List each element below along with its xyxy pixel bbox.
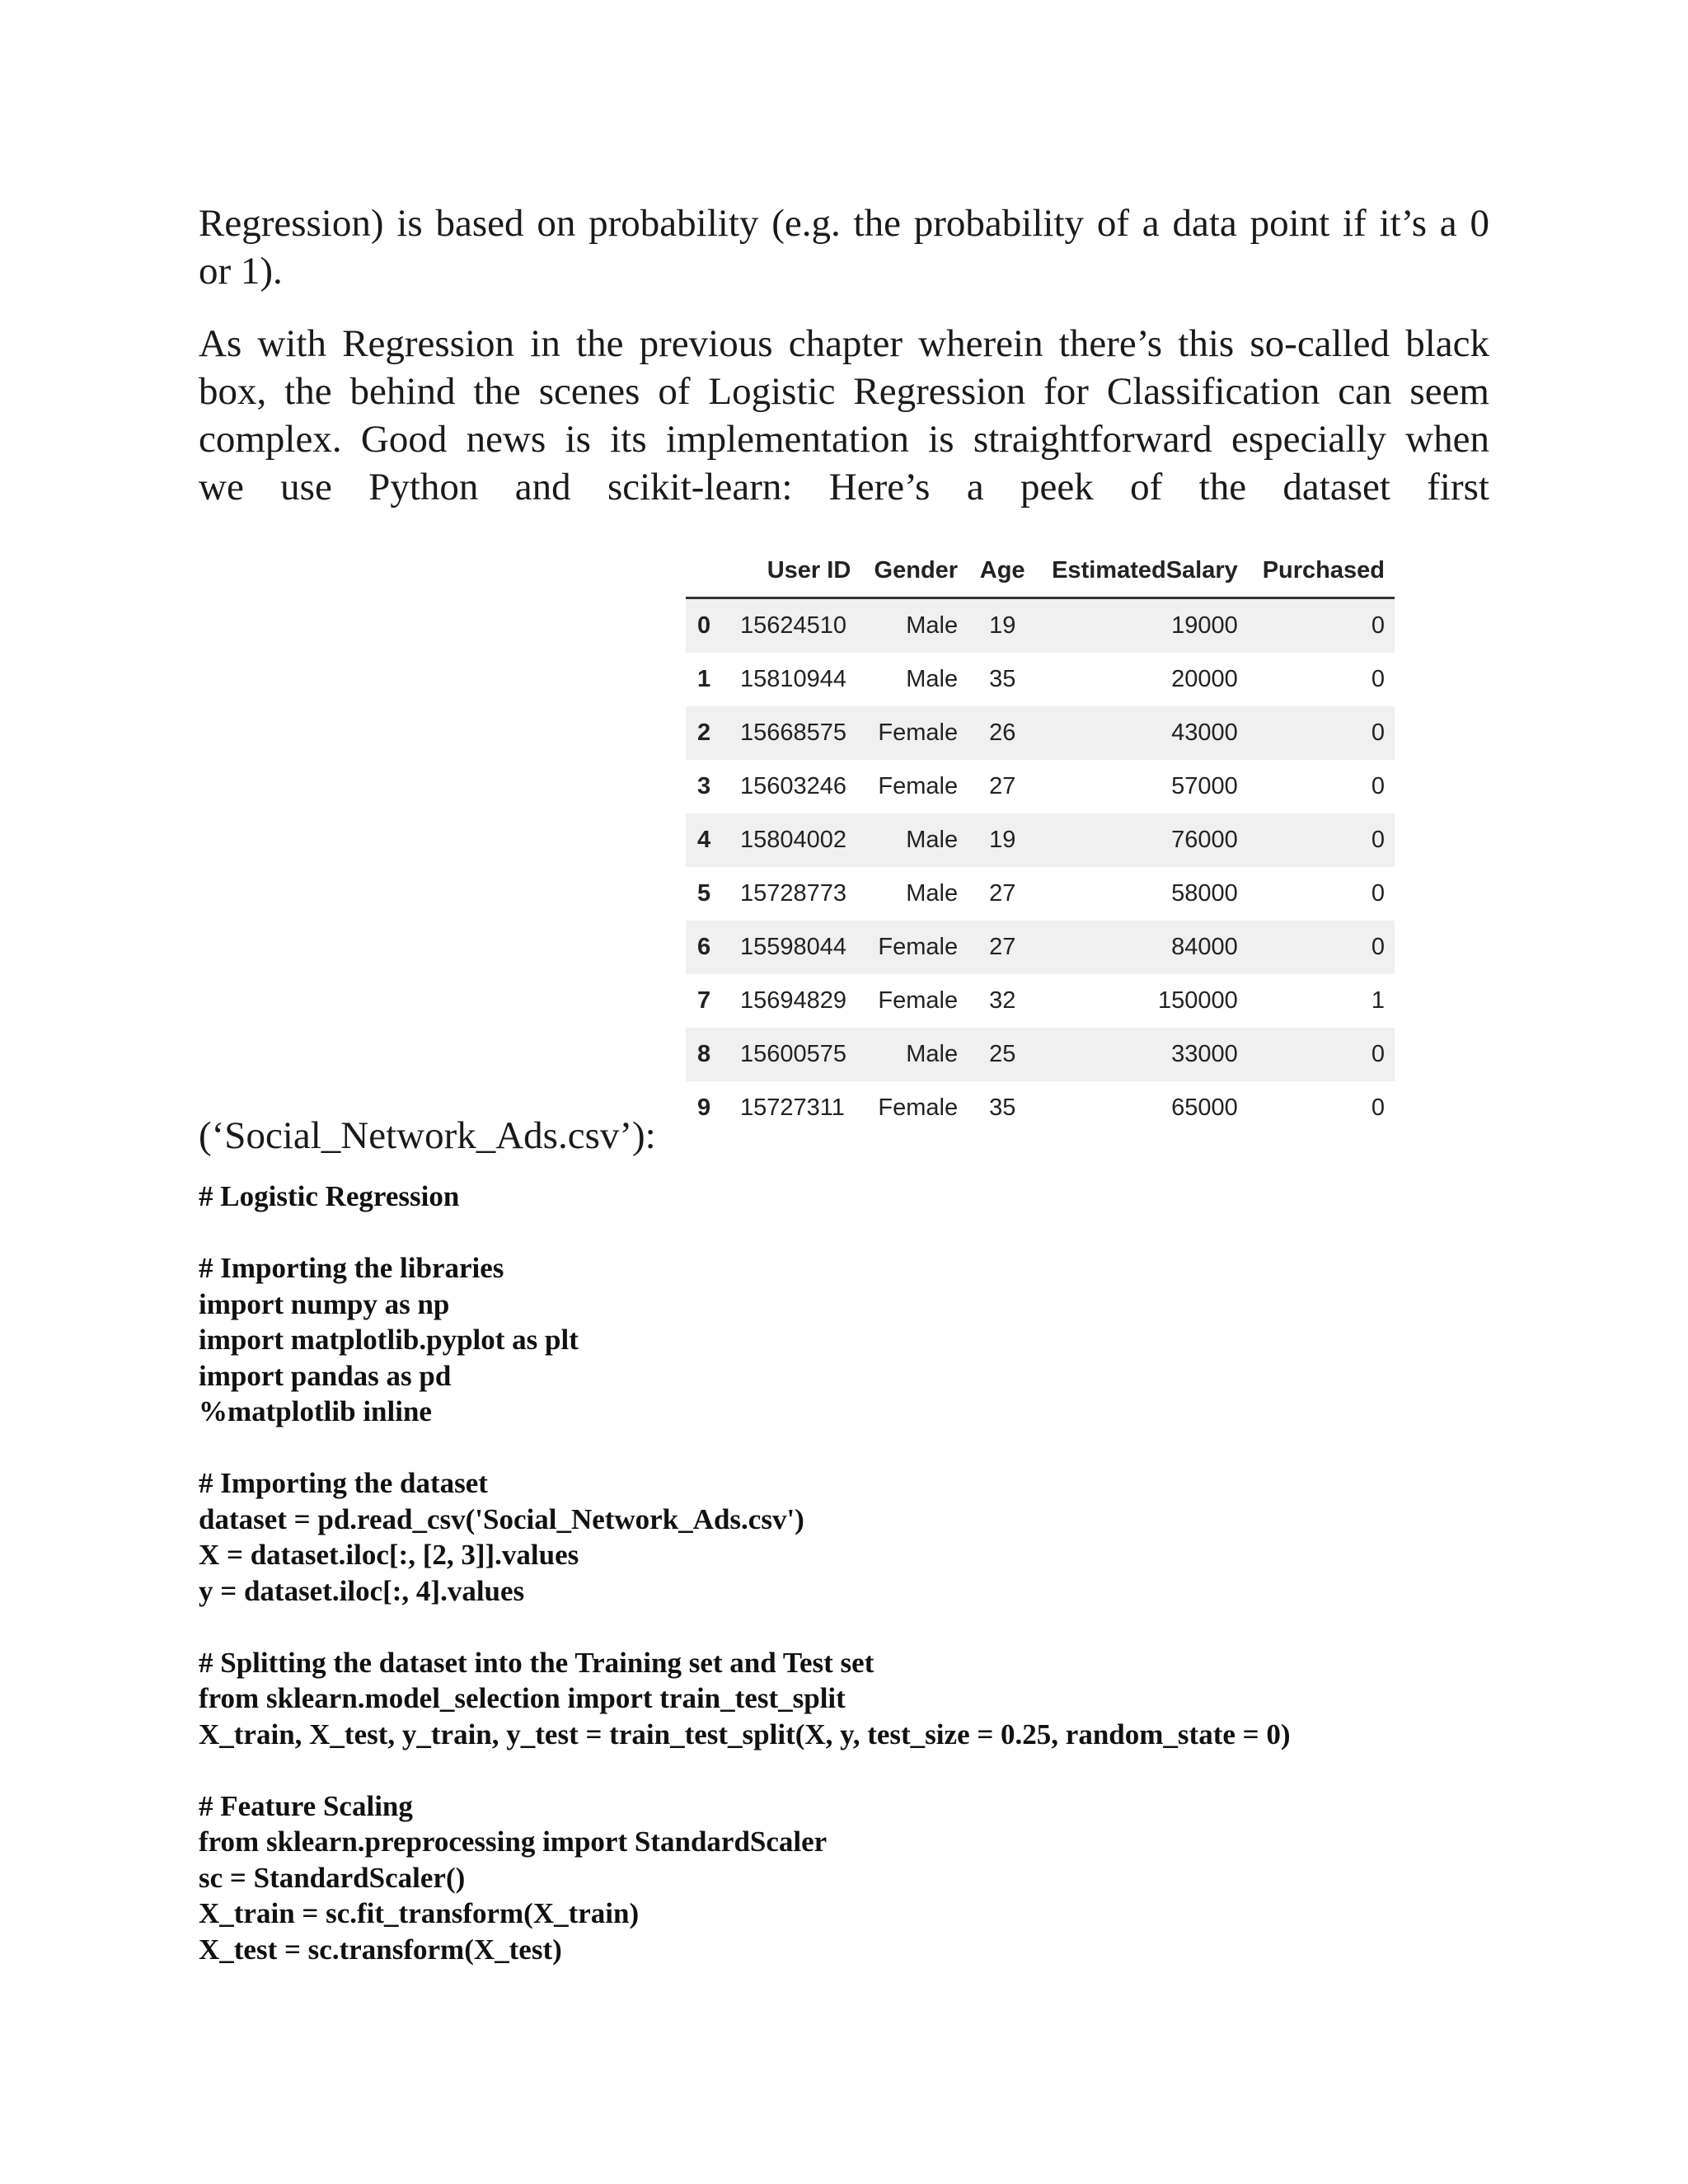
cell-index: 0 [697, 612, 711, 639]
cell-user-id: 15603246 [740, 773, 847, 799]
table-row [686, 1081, 1395, 1135]
paragraph-line: we use Python and scikit-learn: Here’s a peek of the dataset first [199, 466, 1489, 509]
code-line: X_test = sc.transform(X_test) [199, 1933, 562, 1966]
code-line: y = dataset.iloc[:, 4].values [199, 1574, 525, 1607]
cell-user-id: 15624510 [740, 612, 847, 639]
code-line: X_train, X_test, y_train, y_test = train_test_split(X, y, test_size = 0.25, random_state = 0) [199, 1718, 1291, 1750]
cell-purchased: 0 [1371, 773, 1385, 799]
table-row [686, 921, 1395, 974]
cell-user-id: 15804002 [740, 827, 847, 853]
cell-index: 8 [697, 1041, 711, 1067]
cell-gender: Male [906, 666, 959, 692]
cell-gender: Female [878, 719, 959, 746]
table-header-row [686, 544, 1395, 598]
table-row [686, 706, 1395, 760]
table-row [686, 653, 1395, 706]
cell-estimated-salary: 57000 [1171, 773, 1238, 799]
cell-gender: Female [878, 934, 959, 960]
cell-index: 4 [697, 827, 711, 853]
code-line: %matplotlib inline [199, 1395, 432, 1427]
cell-age: 27 [989, 934, 1016, 960]
cell-purchased: 0 [1371, 934, 1385, 960]
column-header-gender: Gender [860, 544, 968, 598]
paragraph-line: complex. Good news is its implementation is straightforward especially when [199, 418, 1489, 461]
cell-estimated-salary: 43000 [1171, 719, 1238, 746]
cell-estimated-salary: 58000 [1171, 880, 1238, 907]
code-line: import numpy as np [199, 1287, 450, 1320]
table-row [686, 760, 1395, 813]
cell-index: 5 [697, 880, 711, 907]
cell-purchased: 0 [1371, 1094, 1385, 1121]
table-row [686, 813, 1395, 867]
cell-purchased: 0 [1371, 719, 1385, 746]
table-row [686, 1028, 1395, 1081]
cell-purchased: 1 [1371, 987, 1385, 1014]
table-row [686, 974, 1395, 1028]
code-line: X = dataset.iloc[:, [2, 3]].values [199, 1539, 579, 1571]
cell-purchased: 0 [1371, 827, 1385, 853]
cell-age: 25 [989, 1041, 1016, 1067]
cell-estimated-salary: 150000 [1157, 987, 1238, 1014]
cell-estimated-salary: 19000 [1171, 612, 1238, 639]
dataset-preview-table [686, 544, 1395, 1135]
code-comment-line: # Importing the dataset [199, 1467, 488, 1499]
paragraph-line: box, the behind the scenes of Logistic Regression for Classification can seem [199, 370, 1489, 413]
cell-age: 27 [989, 880, 1016, 907]
cell-gender: Female [878, 987, 959, 1014]
cell-estimated-salary: 84000 [1171, 934, 1238, 960]
code-line: X_train = sc.fit_transform(X_train) [199, 1897, 640, 1929]
code-comment-line: # Importing the libraries [199, 1252, 504, 1284]
code-comment-line: # Splitting the dataset into the Training set and Test set [199, 1646, 874, 1679]
cell-user-id: 15728773 [740, 880, 847, 907]
paragraph-line: As with Regression in the previous chapter wherein there’s this so-called black [199, 322, 1489, 365]
cell-index: 9 [697, 1094, 711, 1121]
cell-index: 3 [697, 773, 711, 799]
column-header-purchased: Purchased [1248, 544, 1395, 598]
cell-age: 32 [989, 987, 1016, 1014]
cell-user-id: 15727311 [740, 1094, 845, 1121]
cell-user-id: 15600575 [740, 1041, 847, 1067]
dataset-filename-caption: (‘Social_Network_Ads.csv’): [199, 1114, 656, 1157]
cell-gender: Male [906, 880, 959, 907]
cell-estimated-salary: 33000 [1171, 1041, 1238, 1067]
cell-user-id: 15668575 [740, 719, 847, 746]
cell-age: 35 [989, 1094, 1016, 1121]
paragraph-intro-continuation [199, 199, 1489, 295]
cell-index: 6 [697, 934, 711, 960]
cell-purchased: 0 [1371, 612, 1385, 639]
index-header [686, 544, 730, 598]
cell-estimated-salary: 20000 [1171, 666, 1238, 692]
cell-index: 2 [697, 719, 711, 746]
code-line [199, 1215, 1290, 1251]
cell-gender: Male [906, 827, 959, 853]
cell-purchased: 0 [1371, 666, 1385, 692]
code-comment-line: # Feature Scaling [199, 1789, 413, 1822]
cell-purchased: 0 [1371, 1041, 1385, 1067]
cell-estimated-salary: 65000 [1171, 1094, 1238, 1121]
cell-gender: Female [878, 1094, 959, 1121]
code-comment-line: # Logistic Regression [199, 1180, 460, 1212]
cell-user-id: 15598044 [740, 934, 847, 960]
code-line: from sklearn.model_selection import train_test_split [199, 1682, 846, 1714]
cell-index: 7 [697, 987, 711, 1014]
code-listing [199, 1179, 1290, 1967]
cell-gender: Male [906, 612, 959, 639]
cell-user-id: 15810944 [740, 666, 847, 692]
cell-gender: Female [878, 773, 959, 799]
code-line [199, 1430, 1290, 1466]
cell-purchased: 0 [1371, 880, 1385, 907]
column-header-age: Age [968, 544, 1034, 598]
cell-age: 19 [989, 827, 1016, 853]
cell-age: 26 [989, 719, 1016, 746]
cell-gender: Male [906, 1041, 959, 1067]
cell-age: 19 [989, 612, 1016, 639]
cell-estimated-salary: 76000 [1171, 827, 1238, 853]
table-row [686, 867, 1395, 921]
paragraph-logistic-regression [199, 320, 1489, 511]
code-line [199, 1752, 1290, 1788]
column-header-user-id: User ID [730, 544, 860, 598]
paragraph-line: Regression) is based on probability (e.g. the probability of a data point if it’s a 0 [199, 202, 1489, 245]
cell-age: 35 [989, 666, 1016, 692]
code-line: sc = StandardScaler() [199, 1861, 466, 1894]
table-row [686, 598, 1395, 654]
cell-index: 1 [697, 666, 711, 692]
code-line: from sklearn.preprocessing import StandardScaler [199, 1825, 828, 1858]
column-header-estimated-salary: EstimatedSalary [1035, 544, 1248, 598]
cell-age: 27 [989, 773, 1016, 799]
table-body [686, 598, 1395, 1136]
cell-user-id: 15694829 [740, 987, 847, 1014]
code-line [199, 1609, 1290, 1645]
code-line: import pandas as pd [199, 1359, 452, 1392]
code-line: import matplotlib.pyplot as plt [199, 1324, 579, 1356]
code-line: dataset = pd.read_csv('Social_Network_Ads.csv') [199, 1502, 804, 1535]
paragraph-line: or 1). [199, 250, 283, 293]
